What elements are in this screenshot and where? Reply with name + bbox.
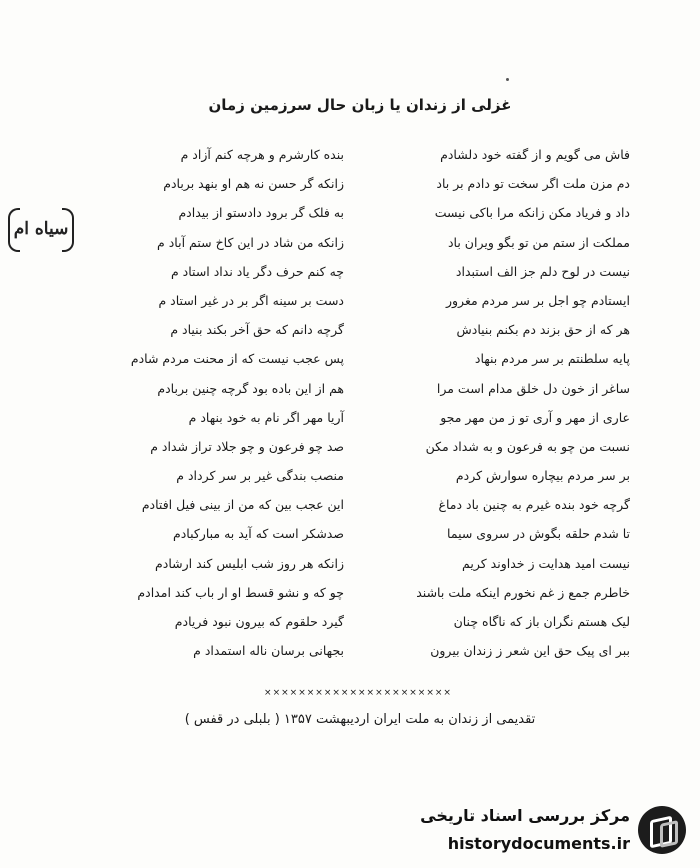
verse-line: بر سر مردم بیچاره سوارش کردم bbox=[455, 468, 630, 484]
verse-line: زانکه من شاد در این کاخ ستم آباد م bbox=[157, 234, 344, 250]
verse-line: گرچه خود بنده غیرم به چنین باد دماغ bbox=[438, 497, 630, 513]
verse-line: نیست امید هدایت ز خداوند کریم bbox=[462, 555, 630, 571]
document-archive-icon bbox=[638, 806, 686, 854]
verse-line: ساغر از خون دل خلق مدام است مرا bbox=[436, 380, 630, 396]
verse-line: ایستادم چو اجل بر سر مردم مغرور bbox=[445, 292, 630, 308]
verse-line: فاش می گویم و از گفته خود دلشادم bbox=[440, 147, 630, 162]
verse-line: زانکه گر حسن نه هم او بنهد بربادم bbox=[163, 176, 344, 192]
verse-line: هم از این باده بود گرچه چنین بربادم bbox=[157, 380, 344, 396]
dedication-footer: تقدیمی از زندان به ملت ایران اردیبهشت ۱۳۵۷ ( بلبلی در قفس ) bbox=[184, 712, 536, 727]
poem-title: غزلی از زندان یا زبان حال سرزمین زمان bbox=[208, 96, 512, 114]
verse-line: زانکه هر روز شب ابلیس کند ارشادم bbox=[155, 555, 344, 571]
verse-line: صد چو فرعون و چو جلاد تراز شداد م bbox=[150, 438, 344, 454]
verse-line: دم مزن ملت اگر سخت تو دادم بر باد bbox=[436, 176, 630, 192]
verse-line: بجهانی برسان ناله استمداد م bbox=[193, 643, 344, 659]
verse-line: پس عجب نیست که از محنت مردم شادم bbox=[130, 351, 344, 367]
verse-line: خاطرم جمع ز غم نخورم اینکه ملت باشند bbox=[416, 584, 630, 600]
verse-line: چو که و نشو قسط او ار باب کند امدادم bbox=[137, 584, 344, 600]
verse-line: نسبت من چو به فرعون و به شداد مکن bbox=[425, 438, 630, 454]
verse-line: نیست در لوح دلم جز الف استبداد bbox=[455, 263, 630, 279]
verse-line: گیرد حلقوم که بیرون نبود فریادم bbox=[174, 614, 344, 629]
verse-line: پایه سلطنتم بر سر مردم بنهاد bbox=[474, 351, 630, 367]
left-verse-column bbox=[82, 140, 344, 665]
verse-line: ببر ای پیک حق این شعر ز زندان بیرون bbox=[430, 643, 630, 659]
right-verse-column bbox=[392, 140, 630, 665]
verse-line: منصب بندگی غیر بر سر کرداد م bbox=[176, 468, 344, 484]
verse-line: این عجب بین که من از بینی فیل افتادم bbox=[141, 497, 344, 513]
verse-line: گرچه دانم که حق آخر بکند بنیاد م bbox=[170, 322, 344, 338]
verse-line: داد و فریاد مکن زانکه مرا باکی نیست bbox=[434, 205, 630, 221]
separator-line: ×××××××××××××××××××××× bbox=[264, 688, 452, 698]
verse-line: عاری از مهر و آری تو ز من مهر مجو bbox=[440, 409, 630, 425]
verse-line: دست بر سینه اگر بر در غیر استاد م bbox=[158, 292, 344, 308]
paper-speck bbox=[506, 78, 509, 81]
handwritten-stamp bbox=[8, 206, 74, 252]
watermark-url: historydocuments.ir bbox=[447, 834, 630, 853]
verse-line: لیک هستم نگران باز که ناگاه چنان bbox=[453, 614, 630, 629]
verse-line: بنده کارشرم و هرچه کنم آزاد م bbox=[180, 147, 344, 162]
verse-line: آریا مهر اگر نام به خود بنهاد م bbox=[188, 409, 344, 425]
verse-line: مملکت از ستم من تو بگو ویران باد bbox=[447, 234, 630, 250]
verse-line: به فلک گر برود دادستو از بیدادم bbox=[178, 205, 344, 221]
verse-line: صدشکر است که آید به مبارکبادم bbox=[172, 526, 344, 542]
watermark-name: مرکز بررسی اسناد تاریخی bbox=[420, 806, 630, 825]
verse-line: چه کنم حرف دگر یاد نداد استاد م bbox=[170, 263, 344, 279]
verse-line: هر که از حق بزند دم بکنم بنیادش bbox=[456, 322, 630, 338]
verse-line: تا شدم حلقه بگوش در سروی سیما bbox=[447, 526, 630, 542]
watermark bbox=[420, 800, 692, 862]
stamp-text: سیاه ام bbox=[13, 219, 69, 239]
